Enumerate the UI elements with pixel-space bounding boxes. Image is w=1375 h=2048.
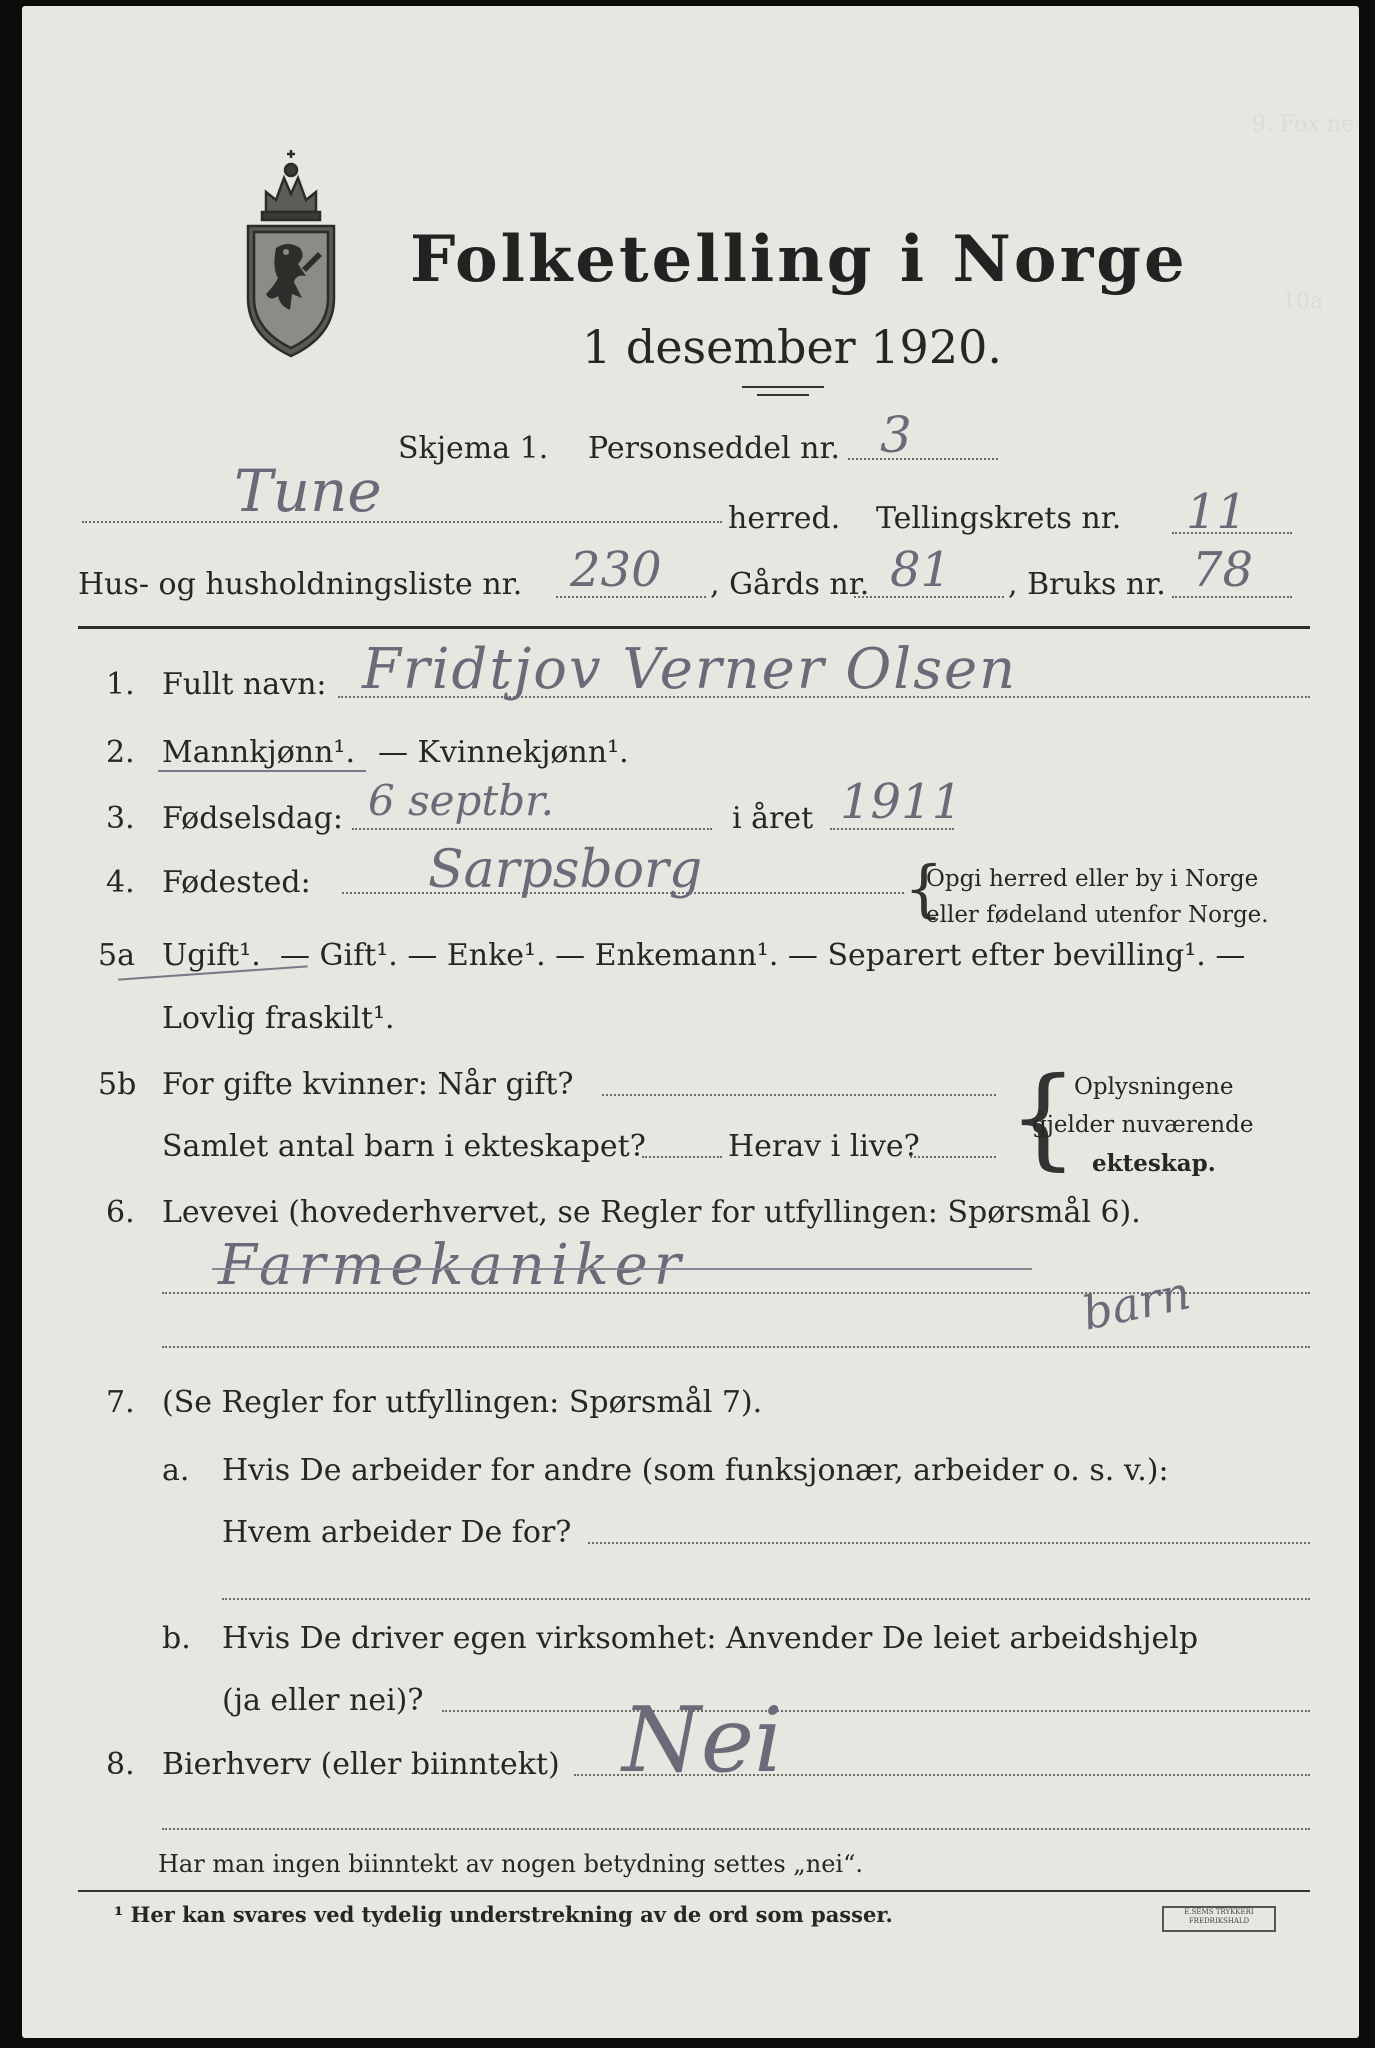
q7a-line2: Hvem arbeider De for? bbox=[222, 1515, 572, 1550]
q7-label: (Se Regler for utfyllingen: Spørsmål 7). bbox=[162, 1385, 763, 1420]
q7b-letter: b. bbox=[162, 1621, 191, 1656]
page-title: Folketelling i Norge bbox=[410, 222, 1188, 297]
q5b-note-brace: { bbox=[1008, 1053, 1078, 1181]
q7a-line1: Hvis De arbeider for andre (som funksjonær, arbeider o. s. v.): bbox=[222, 1453, 1169, 1488]
nei-instruction: Har man ingen biinntekt av nogen betydning settes „nei“. bbox=[158, 1850, 863, 1878]
q5b-line2: Samlet antal barn i ekteskapet? bbox=[162, 1129, 646, 1164]
q1-number: 1. bbox=[106, 667, 135, 702]
q5a-ugift: Ugift¹. bbox=[162, 938, 261, 973]
fodselsdag-value: 6 septbr. bbox=[368, 776, 554, 825]
biinntekt-value: Nei bbox=[622, 1688, 783, 1793]
personseddel-field-line bbox=[848, 458, 998, 460]
q5b-note-line2: gjelder nuværende bbox=[1032, 1112, 1254, 1138]
personseddel-nr-value: 3 bbox=[880, 406, 912, 464]
herred-name-value: Tune bbox=[234, 457, 382, 525]
tellingskrets-nr-value: 11 bbox=[1186, 484, 1248, 540]
printer-stamp-text: E.SEMS TRYKKERI FREDRIKSHALD bbox=[1184, 1908, 1254, 1925]
q7b-line2: (ja eller nei)? bbox=[222, 1683, 424, 1718]
levevei-value: Farmekaniker bbox=[218, 1233, 687, 1298]
q7-number: 7. bbox=[106, 1385, 135, 1420]
herred-field-line bbox=[82, 521, 722, 523]
skjema-label: Skjema 1. bbox=[398, 431, 549, 466]
ghost-text: 10a bbox=[1282, 289, 1324, 314]
census-date: 1 desember 1920. bbox=[582, 320, 1002, 374]
hus-nr-value: 230 bbox=[570, 542, 662, 598]
q4-note-line2: eller fødeland utenfor Norge. bbox=[926, 902, 1269, 928]
fodested-value: Sarpsborg bbox=[428, 840, 703, 900]
q2-kvinnekjonn: — Kvinnekjønn¹. bbox=[378, 735, 629, 770]
fullt-navn-value: Fridtjov Verner Olsen bbox=[362, 637, 1018, 702]
footnote-divider bbox=[78, 1890, 1310, 1892]
fodselsaar-value: 1911 bbox=[840, 774, 963, 830]
q2-mannkjonn-underline bbox=[158, 770, 366, 772]
q8-field-line-2 bbox=[162, 1828, 1310, 1830]
herred-label: herred. bbox=[728, 501, 841, 536]
q1-label: Fullt navn: bbox=[162, 667, 327, 702]
norway-lion-crest-icon bbox=[236, 148, 346, 360]
hus-label: Hus- og husholdningsliste nr. bbox=[78, 567, 523, 602]
q5b-married-field-line bbox=[602, 1094, 996, 1096]
q5b-alive-label: Herav i live? bbox=[728, 1129, 920, 1164]
personseddel-label: Personseddel nr. bbox=[588, 431, 841, 466]
q8-label: Bierhverv (eller biinntekt) bbox=[162, 1747, 560, 1782]
q7b-field-line bbox=[442, 1710, 1310, 1712]
q5a-number: 5a bbox=[98, 938, 135, 973]
printer-stamp bbox=[1162, 1906, 1276, 1932]
q5a-line2: Lovlig fraskilt¹. bbox=[162, 1001, 395, 1036]
census-form-page bbox=[22, 6, 1359, 2038]
decorative-rule bbox=[742, 386, 824, 388]
q7b-line1: Hvis De driver egen virksomhet: Anvender De leiet arbeidshjelp bbox=[222, 1621, 1199, 1656]
levevei-strikethrough bbox=[212, 1268, 1032, 1270]
q4-label: Fødested: bbox=[162, 865, 311, 900]
gards-label: , Gårds nr. bbox=[710, 567, 870, 602]
q5b-number: 5b bbox=[98, 1067, 137, 1102]
q6-field-line-2 bbox=[162, 1346, 1310, 1348]
bruks-label: , Bruks nr. bbox=[1008, 567, 1166, 602]
section-divider bbox=[78, 626, 1310, 629]
q6-label: Levevei (hovederhvervet, se Regler for utfyllingen: Spørsmål 6). bbox=[162, 1195, 1141, 1230]
q5a-options: — Gift¹. — Enke¹. — Enkemann¹. — Separert efter bevilling¹. — bbox=[280, 938, 1246, 973]
q6-number: 6. bbox=[106, 1195, 135, 1230]
q4-note-brace: { bbox=[904, 852, 944, 925]
q8-field-line-1 bbox=[574, 1774, 1310, 1776]
q5b-alive-field-line bbox=[910, 1156, 996, 1158]
footnote: ¹ Her kan svares ved tydelig understrekning av de ord som passer. bbox=[114, 1902, 893, 1927]
gards-nr-value: 81 bbox=[890, 542, 952, 598]
q7a-field-line-1 bbox=[588, 1542, 1310, 1544]
q5b-line1: For gifte kvinner: Når gift? bbox=[162, 1067, 574, 1102]
tellingskrets-label: Tellingskrets nr. bbox=[876, 501, 1122, 536]
q5b-children-field-line bbox=[642, 1156, 722, 1158]
q3-label: Fødselsdag: bbox=[162, 801, 343, 836]
q5b-note-line1: Oplysningene bbox=[1074, 1074, 1234, 1100]
q7a-field-line-2 bbox=[222, 1598, 1310, 1600]
q7a-letter: a. bbox=[162, 1453, 190, 1488]
q5b-note-line3: ekteskap. bbox=[1092, 1150, 1216, 1177]
bruks-nr-value: 78 bbox=[1192, 542, 1254, 598]
levevei-note-value: barn bbox=[1077, 1265, 1195, 1341]
decorative-rule bbox=[757, 394, 809, 396]
q4-number: 4. bbox=[106, 865, 135, 900]
q2-mannkjonn: Mannkjønn¹. bbox=[162, 735, 355, 770]
q3-year-label: i året bbox=[732, 801, 814, 836]
q2-number: 2. bbox=[106, 735, 135, 770]
q8-number: 8. bbox=[106, 1747, 135, 1782]
q3-field-line bbox=[352, 828, 712, 830]
ghost-text: 9. Fox ne bbox=[1252, 112, 1354, 137]
q3-number: 3. bbox=[106, 801, 135, 836]
q4-note-line1: Opgi herred eller by i Norge bbox=[926, 866, 1259, 892]
